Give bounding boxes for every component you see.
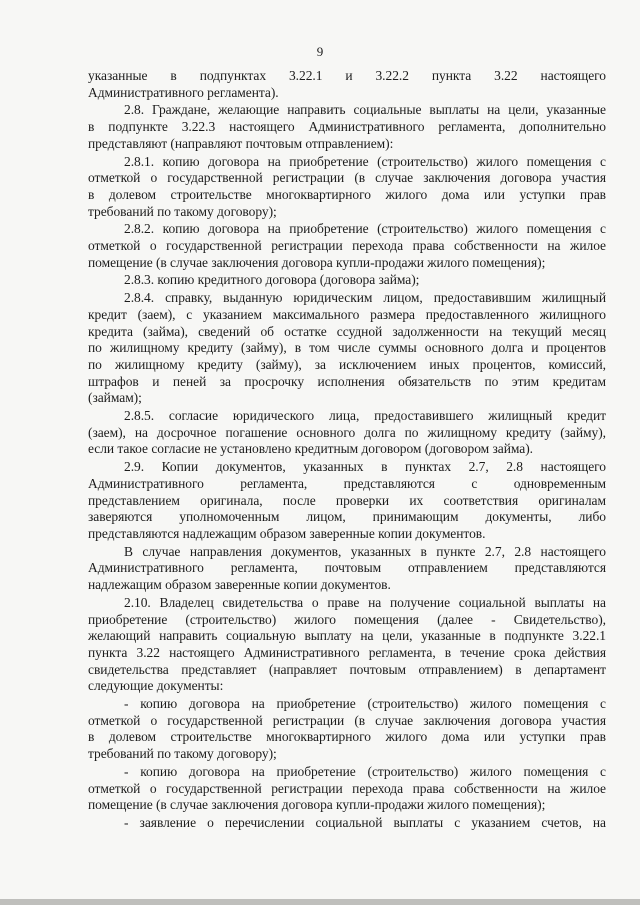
text-line: Административного регламента, представляются с одновременным <box>88 475 606 491</box>
text-line: представляются надлежащим образом заверенные копии документов. <box>88 525 486 541</box>
text-line: кредита (займа), сведений об остатке ссудной задолженности на текущий месяц <box>88 323 606 339</box>
text-line: заверяются уполномоченным лицом, принимающим документы, либо <box>88 509 606 525</box>
text-line: 2.8.3. копию кредитного договора (договора займа); <box>124 272 420 288</box>
page-number: 9 <box>316 44 324 59</box>
text-line: помещение (в случае заключения договора купли-продажи жилого помещения); <box>88 797 546 813</box>
document-body <box>88 68 606 833</box>
text-line: желающий направить социальную выплату на цели, указанные в подпункте 3.22.1 <box>88 628 606 644</box>
paragraph <box>88 595 606 695</box>
text-line: требований по такому договору); <box>88 746 277 762</box>
text-line: отметкой о государственной регистрации перехода права собственности на жилое <box>88 238 606 254</box>
text-line: представляют (направляют почтовым отправлением): <box>88 135 394 151</box>
paragraph <box>88 459 606 543</box>
text-line: отметкой о государственной регистрации (в случае заключения договора участия <box>88 712 606 728</box>
text-line: 2.8.5. согласие юридического лица, предоставившего жилищный кредит <box>124 408 606 424</box>
paragraph <box>88 102 606 152</box>
text-line: кредит (заем), с указанием максимального размера предоставленного жилищного <box>88 306 606 322</box>
text-line: (заем), на досрочное погашение основного долга по жилищному кредиту (займу), <box>88 424 606 440</box>
text-line: Административного регламента). <box>88 84 279 100</box>
text-line: по жилищному кредиту (займу), за исключением иных процентов, комиссий, <box>88 356 606 372</box>
text-line: - заявление о перечислении социальной выплаты с указанием счетов, на <box>124 814 606 830</box>
text-line: представлением оригинала, после проверки их соответствия оригиналам <box>88 492 606 508</box>
paragraph <box>88 221 606 271</box>
text-line: штрафов и пеней за просрочку исполнения обязательств по этим кредитам <box>88 373 606 389</box>
paragraph <box>88 764 606 814</box>
text-line: отметкой о государственной регистрации перехода права собственности на жилое <box>88 780 606 796</box>
text-line: пункта 3.22 настоящего Административного регламента, в течение срока действия <box>88 644 606 660</box>
text-line: в долевом строительстве многоквартирного жилого дома или уступки прав <box>88 729 606 745</box>
text-line: 2.8.4. справку, выданную юридическим лицом, предоставившим жилищный <box>124 290 606 306</box>
paragraph <box>88 815 606 832</box>
text-line: 2.8.2. копию договора на приобретение (строительство) жилого помещения с <box>124 221 606 237</box>
paragraph <box>88 544 606 594</box>
text-line: если такое согласие не установлено кредитным договором (договором займа). <box>88 441 533 457</box>
paragraph <box>88 696 606 763</box>
paragraph <box>88 68 606 101</box>
text-line: помещение (в случае заключения договора купли-продажи жилого помещения); <box>88 254 546 270</box>
text-line: в подпункте 3.22.3 настоящего Административного регламента, дополнительно <box>88 119 606 135</box>
text-line: в долевом строительстве многоквартирного жилого дома или уступки прав <box>88 186 606 202</box>
scan-bottom-edge <box>0 899 640 905</box>
paragraph <box>88 408 606 458</box>
text-line: по жилищному кредиту (займу), в том числе суммы основного долга и процентов <box>88 340 606 356</box>
text-line: 2.8.1. копию договора на приобретение (строительство) жилого помещения с <box>124 153 606 169</box>
text-line: В случае направления документов, указанных в пункте 2.7, 2.8 настоящего <box>124 543 606 559</box>
text-line: 2.8. Граждане, желающие направить социальные выплаты на цели, указанные <box>124 102 606 118</box>
text-line: надлежащим образом заверенные копии документов. <box>88 577 391 593</box>
text-line: 2.10. Владелец свидетельства о праве на получение социальной выплаты на <box>124 594 606 610</box>
text-line: следующие документы: <box>88 678 224 694</box>
paragraph <box>88 154 606 221</box>
paragraph <box>88 290 606 407</box>
text-line: - копию договора на приобретение (строительство) жилого помещения с <box>124 763 606 779</box>
text-line: свидетельства представляет (направляет почтовым отправлением) в департамент <box>88 661 606 677</box>
text-line: 2.9. Копии документов, указанных в пунктах 2.7, 2.8 настоящего <box>124 459 606 475</box>
text-line: отметкой о государственной регистрации (в случае заключения договора участия <box>88 170 606 186</box>
text-line: приобретение (строительство) жилого помещения (далее - Свидетельство), <box>88 611 606 627</box>
text-line: Административного регламента, почтовым отправлением представляются <box>88 560 606 576</box>
paragraph <box>88 272 606 289</box>
text-line: требований по такому договору); <box>88 203 277 219</box>
text-line: - копию договора на приобретение (строительство) жилого помещения с <box>124 696 606 712</box>
text-line: указанные в подпунктах 3.22.1 и 3.22.2 пункта 3.22 настоящего <box>88 68 606 83</box>
text-line: (займам); <box>88 390 142 406</box>
